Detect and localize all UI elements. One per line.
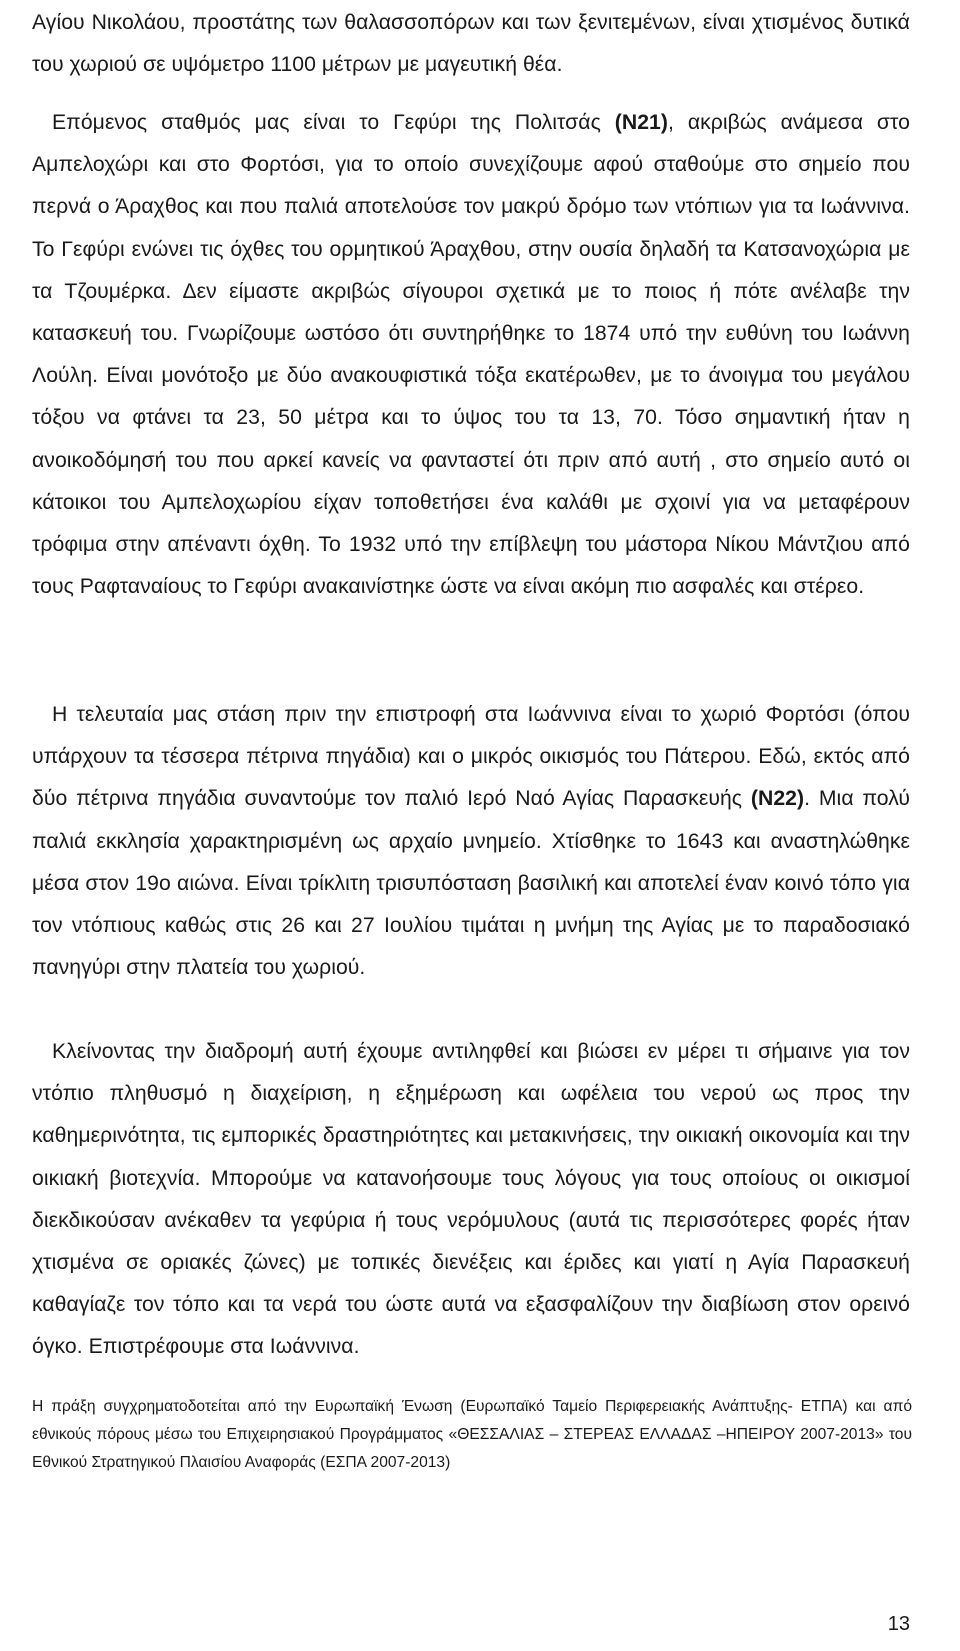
paragraph-text: Η τελευταία μας στάση πριν την επιστροφή στα Ιωάννινα είναι το χωριό Φορτόσι (όπου υπάρχουν τα τέσσερα πέτρινα πηγάδια) και ο μικρός οικισμός του Πάτερου. Εδώ, εκτός από δύο πέτρινα πηγάδια συναντούμε τον παλιό Ιερό Ναό Αγίας Παρασκευής [32, 703, 910, 811]
paragraph-text: . Μια πολύ παλιά εκκλησία χαρακτηρισμένη ως αρχαίο μνημείο. Χτίσθηκε το 1643 και αναστηλώθηκε μέσα στον 19ο αιώνα. Είναι τρίκλιτη τρισυπόσταση βασιλική και αποτελεί έναν κοινό τόπο για τον ντόπιους καθώς στις 26 και 27 Ιουλίου τιμάται η μνήμη της Αγίας με το παραδοσιακό πανηγύρι στην πλατεία του χωριού. [32, 787, 911, 980]
paragraph-fortosi-village [32, 694, 910, 989]
paragraph-text: , ακριβώς ανάμεσα στο Αμπελοχώρι και στο Φορτόσι, για το οποίο συνεχίζουμε αφού σταθούμε στο σημείο που περνά ο Άραχθος και που παλιά αποτελούσε τον μακρύ δρόμο των ντόπιων για τα Ιωάννινα. Το Γεφύρι ενώνει τις όχθες του ορμητικού Άραχθου, στην ουσία δηλαδή τα Κατσανοχώρια με τα Τζουμέρκα. Δεν είμαστε ακριβώς σίγουροι σχετικά με το ποιος ή πότε ανέλαβε την κατασκευή του. Γνωρίζουμε ωστόσο ότι συντηρήθηκε το 1874 υπό την ευθύνη του Ιωάννη Λούλη. Είναι μονότοξο με δύο ανακουφιστικά τόξα εκατέρωθεν, με το άνοιγμα του μεγάλου τόξου να φτάνει τα 23, 50 μέτρα και το ύψος του τα 13, 70. Τόσο σημαντική ήταν η ανοικοδόμησή του που αρκεί κανείς να φανταστεί ότι πριν από αυτή , στο σημείο αυτό οι κάτοικοι του Αμπελοχωρίου είχαν τοποθετήσει ένα καλάθι με σχοινί για να μεταφέρουν τρόφιμα στην απέναντι όχθη. Το 1932 υπό την επίβλεψη του μάστορα Νίκου Μάντζιου από τους Ραφταναίους το Γεφύρι ανακαινίστηκε ώστε να είναι ακόμη πιο ασφαλές και στέρεο. [32, 111, 911, 599]
paragraph-conclusion: Κλείνοντας την διαδρομή αυτή έχουμε αντιληφθεί και βιώσει εν μέρει τι σήμαινε για τον ντόπιο πληθυσμό η διαχείριση, η εξημέρωση και ωφέλεια του νερού ως προς την καθημερινότητα, τις εμπορικές δραστηριότητες και μετακινήσεις, την οικιακή οικονομία και την οικιακή βιοτεχνία. Μπορούμε να κατανοήσουμε τους λόγους για τους οποίους οι οικισμοί διεκδικούσαν ανέκαθεν τα γεφύρια ή τους νερόμυλους (αυτά τις περισσότερες φορές ήταν χτισμένα σε οριακές ζώνες) με τοπικές διενέξεις και έριδες και γιατί η Αγία Παρασκευή καθαγίαζε τον τόπο και τα νερά του ώστε αυτά να εξασφαλίζουν την διαβίωση στον ορεινό όγκο. Επιστρέφουμε στα Ιωάννινα. [32, 1040, 910, 1359]
paragraph-saint-nicholas: Αγίου Νικολάου, προστάτης των θαλασσοπόρων και των ξενιτεμένων, είναι χτισμένος δυτικά του χωριού σε υψόμετρο 1100 μέτρων με μαγευτική θέα. [32, 11, 910, 77]
waypoint-code-n22: (Ν22) [750, 787, 805, 811]
paragraph-politsa-bridge [32, 102, 910, 608]
funding-notice: Η πράξη συγχρηματοδοτείται από την Ευρωπαϊκή Ένωση (Ευρωπαϊκό Ταμείο Περιφερειακής Ανάπτυξης- ΕΤΠΑ) και από εθνικούς πόρους μέσω του Επιχειρησιακού Προγράμματος «ΘΕΣΣΑΛΙΑΣ – ΣΤΕΡΕΑΣ ΕΛΛΑΔΑΣ –ΗΠΕΙΡΟΥ 2007-2013» του Εθνικού Στρατηγικού Πλαισίου Αναφοράς (ΕΣΠΑ 2007-2013) [32, 1398, 912, 1471]
page-number: 13 [887, 1613, 910, 1635]
paragraph-text: Επόμενος σταθμός μας είναι το Γεφύρι της Πολιτσάς [52, 111, 615, 134]
waypoint-code-n21: (Ν21) [614, 111, 668, 134]
